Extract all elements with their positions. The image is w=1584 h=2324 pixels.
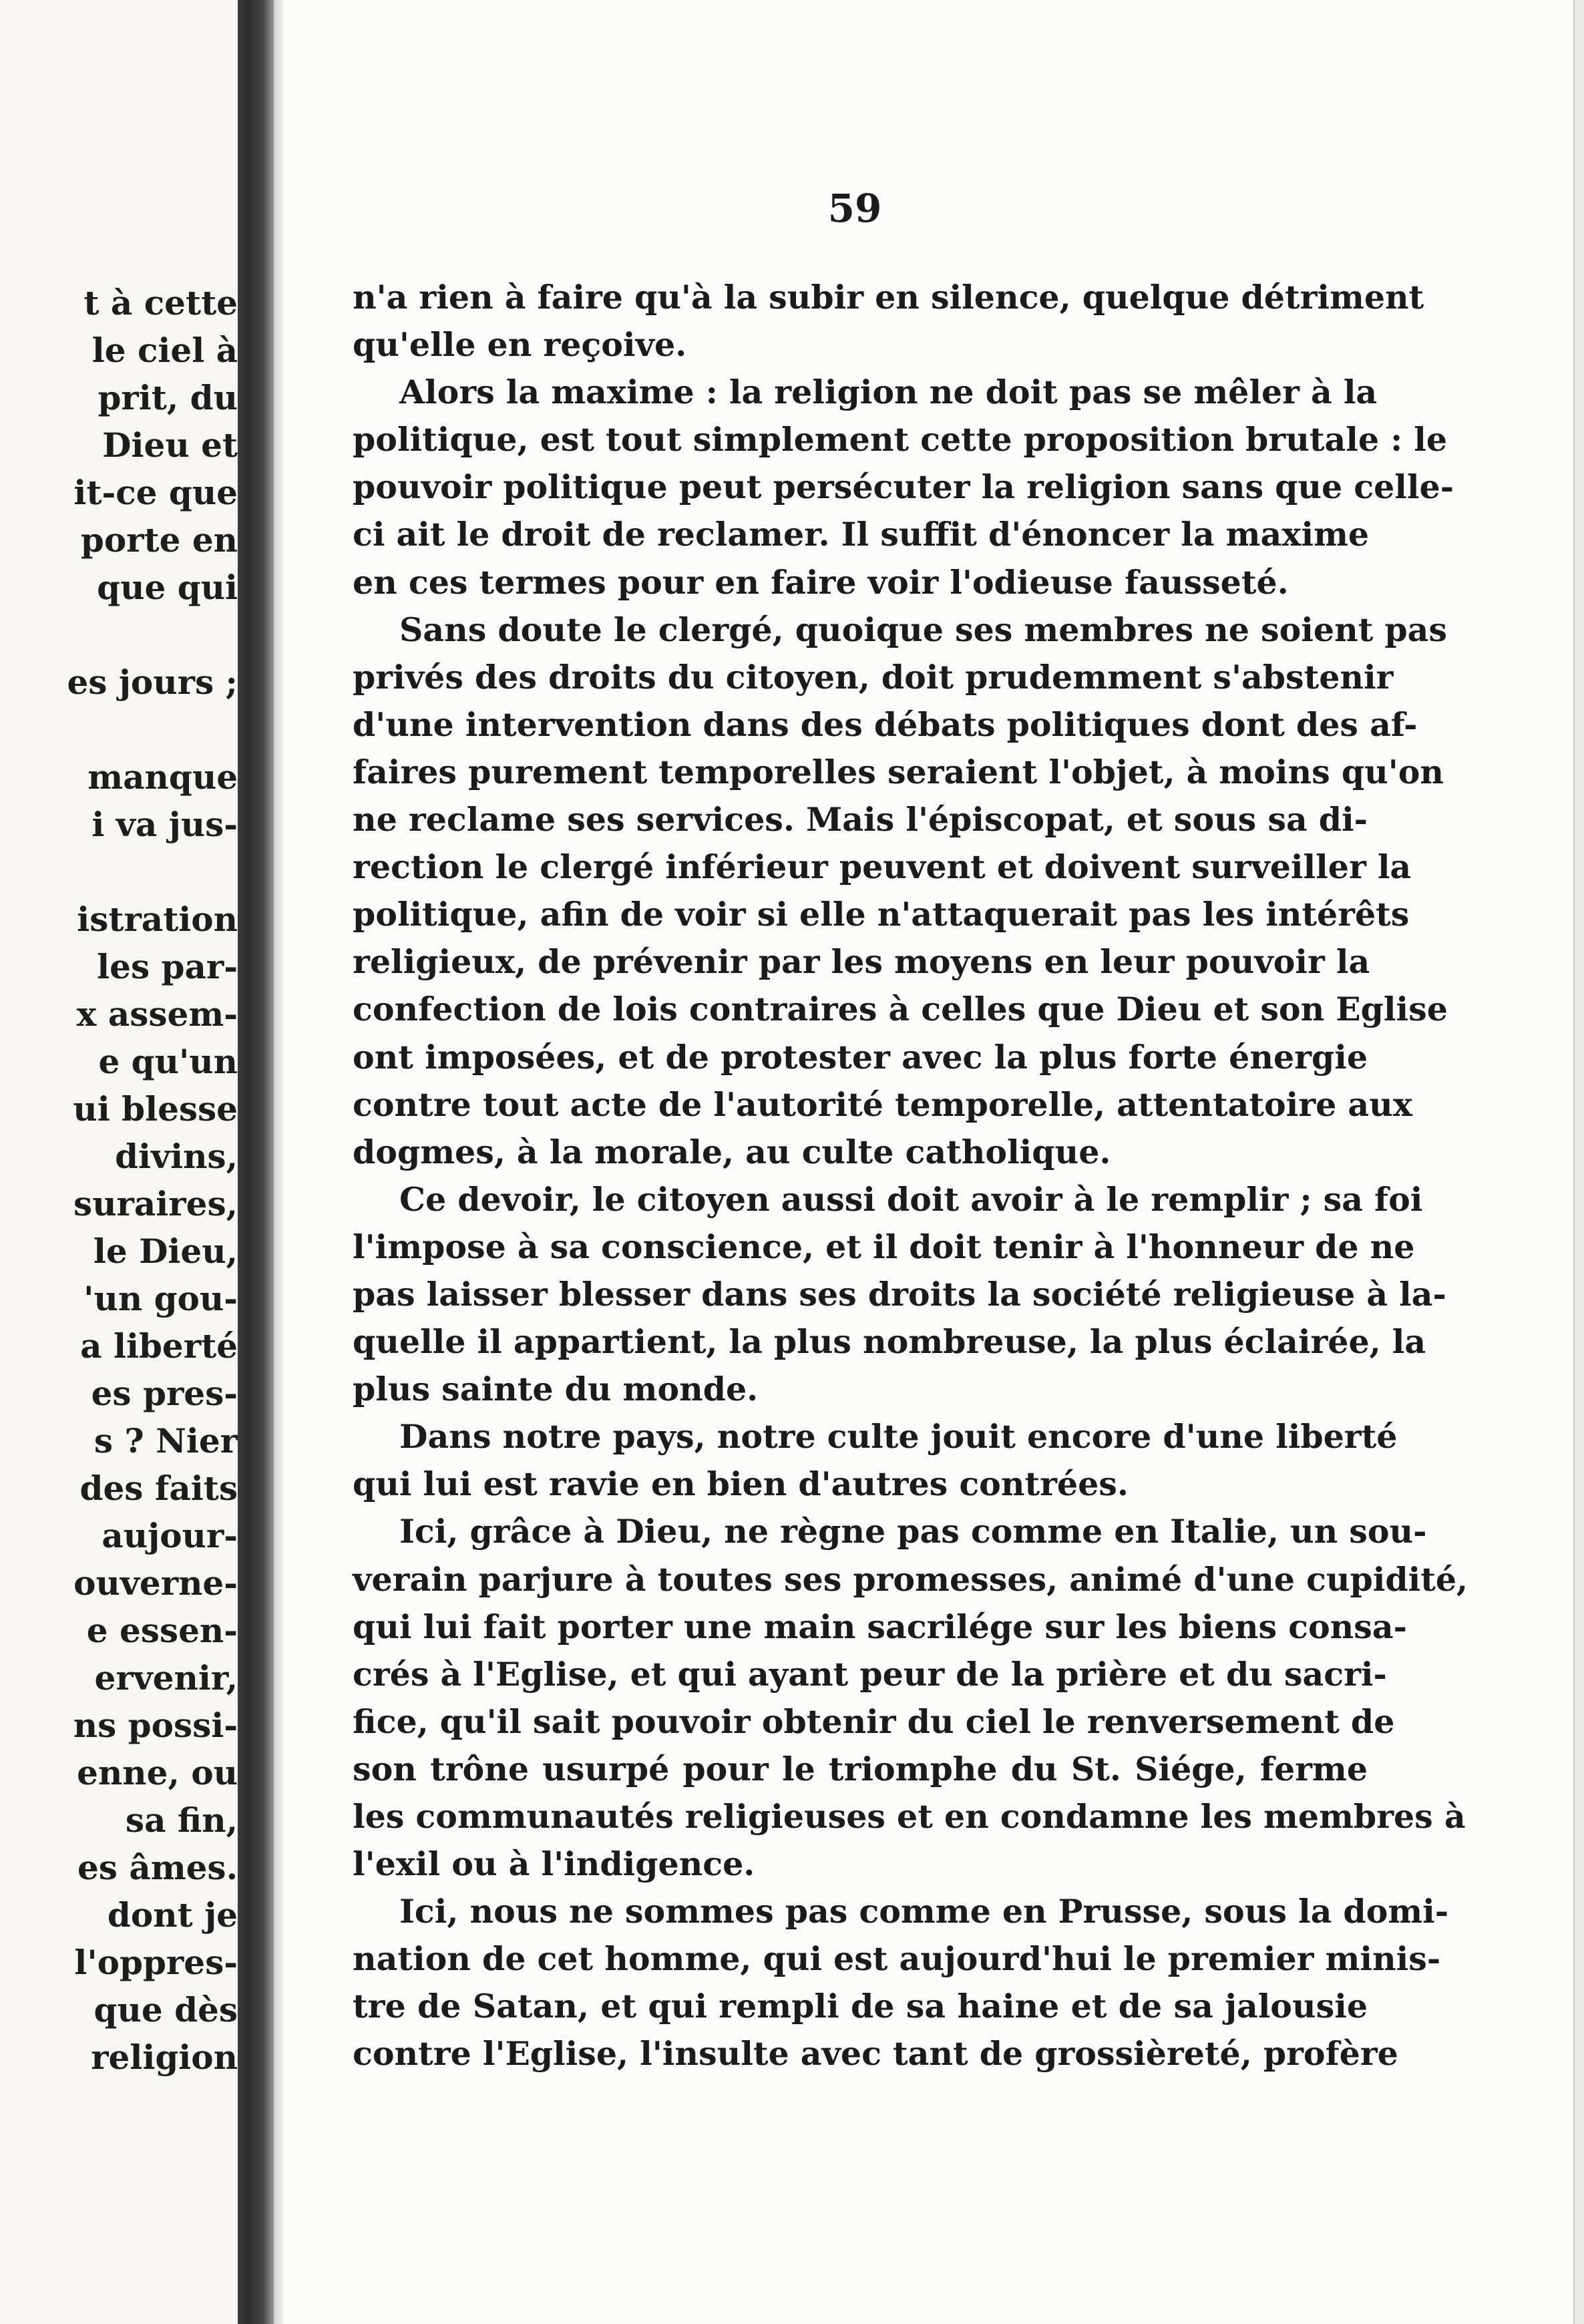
left-page-line: dont je xyxy=(107,1895,238,1935)
left-page-line: i va jus- xyxy=(91,805,238,844)
text-line: l'impose à sa conscience, et il doit tenir à l'honneur de ne xyxy=(353,1227,1415,1266)
left-page-line: Dieu et xyxy=(102,425,238,465)
text-line: pouvoir politique peut persécuter la religion sans que celle- xyxy=(353,467,1454,507)
text-line: politique, est tout simplement cette proposition brutale : le xyxy=(353,420,1448,459)
text-line: Alors la maxime : la religion ne doit pas se mêler à la xyxy=(399,373,1378,412)
left-page-line: que qui xyxy=(97,568,238,607)
text-line: privés des droits du citoyen, doit prudemment s'abstenir xyxy=(353,657,1394,697)
left-page-line: que dès xyxy=(93,1990,238,2029)
left-page-line: ui blesse xyxy=(73,1089,238,1129)
left-page-line: istration xyxy=(77,900,238,939)
left-page-line: aujour- xyxy=(102,1516,238,1555)
text-line: ne reclame ses services. Mais l'épiscopat, et sous sa di- xyxy=(353,800,1368,839)
text-line: son trône usurpé pour le triomphe du St. Siége, ferme xyxy=(353,1749,1368,1788)
left-page-line: divins, xyxy=(115,1137,238,1176)
text-line: contre tout acte de l'autorité temporelle, attentatoire aux xyxy=(353,1085,1412,1124)
left-page-line xyxy=(0,611,238,658)
left-page-line: sa fin, xyxy=(125,1800,238,1840)
left-page-line xyxy=(0,706,238,753)
left-facing-page xyxy=(0,0,240,2324)
text-line: nation de cet homme, qui est aujourd'hui le premier minis- xyxy=(353,1939,1441,1979)
left-page-line: l'oppres- xyxy=(74,1943,238,1982)
left-page-line: es pres- xyxy=(91,1374,238,1413)
text-line: Ici, nous ne sommes pas comme en Prusse, sous la domi- xyxy=(399,1892,1449,1931)
text-line: Sans doute le clergé, quoique ses membres ne soient pas xyxy=(399,610,1448,649)
left-page-line: manque xyxy=(87,757,238,797)
text-line: contre l'Eglise, l'insulte avec tant de grossièreté, profère xyxy=(353,2034,1398,2074)
text-line: fice, qu'il sait pouvoir obtenir du ciel le renversement de xyxy=(353,1702,1395,1741)
text-line: Ici, grâce à Dieu, ne règne pas comme en Italie, un sou- xyxy=(399,1512,1427,1551)
text-line: confection de lois contraires à celles que Dieu et son Eglise xyxy=(353,990,1448,1029)
left-page-line: le Dieu, xyxy=(93,1231,238,1271)
page-edge-shadow xyxy=(274,0,283,2324)
text-line: ci ait le droit de reclamer. Il suffit d'énoncer la maxime xyxy=(353,515,1370,554)
left-page-line: prit, du xyxy=(97,378,238,417)
left-page-line: suraires, xyxy=(73,1184,238,1223)
left-page-line: a liberté xyxy=(80,1326,238,1366)
text-line: les communautés religieuses et en condamne les membres à xyxy=(353,1797,1466,1836)
left-page-line: t à cette xyxy=(83,283,238,323)
text-line: plus sainte du monde. xyxy=(353,1370,759,1409)
left-page-line: es jours ; xyxy=(67,662,238,702)
text-line: politique, afin de voir si elle n'attaquerait pas les intérêts xyxy=(353,895,1410,934)
left-page-line: des faits xyxy=(79,1469,238,1508)
left-page-line: les par- xyxy=(97,947,238,986)
left-page-line: e qu'un xyxy=(98,1042,238,1081)
left-page-line xyxy=(0,848,238,896)
text-line: Dans notre pays, notre culte jouit encore d'une liberté xyxy=(399,1417,1398,1457)
text-line: d'une intervention dans des débats politiques dont des af- xyxy=(353,705,1418,744)
text-line: qui lui est ravie en bien d'autres contrées. xyxy=(353,1465,1129,1504)
left-page-line: ervenir, xyxy=(94,1658,238,1698)
left-page-line: e essen- xyxy=(86,1611,238,1650)
left-page-line: s ? Nier xyxy=(93,1421,238,1461)
left-page-line: religion xyxy=(91,2038,238,2077)
left-page-line: ouverne- xyxy=(73,1563,238,1603)
page-number: 59 xyxy=(827,186,882,231)
text-line: pas laisser blesser dans ses droits la société religieuse à la- xyxy=(353,1274,1446,1314)
left-page-line: porte en xyxy=(80,520,238,560)
text-line: crés à l'Eglise, et qui ayant peur de la prière et du sacri- xyxy=(353,1654,1387,1694)
left-page-line: 'un gou- xyxy=(83,1279,238,1318)
text-line: dogmes, à la morale, au culte catholique. xyxy=(353,1132,1111,1171)
text-line: rection le clergé inférieur peuvent et doivent surveiller la xyxy=(353,847,1412,887)
text-line: verain parjure à toutes ses promesses, animé d'une cupidité, xyxy=(353,1559,1468,1599)
text-line: l'exil ou à l'indigence. xyxy=(353,1845,755,1884)
left-page-line: le ciel à xyxy=(91,331,238,370)
text-line: tre de Satan, et qui rempli de sa haine et de sa jalousie xyxy=(353,1987,1368,2026)
text-line: religieux, de prévenir par les moyens en leur pouvoir la xyxy=(353,942,1370,982)
page-body-text xyxy=(353,274,1468,2078)
scan-right-edge xyxy=(1573,0,1584,2324)
text-line: n'a rien à faire qu'à la subir en silence, quelque détriment xyxy=(353,278,1424,317)
text-line: ont imposées, et de protester avec la plus forte énergie xyxy=(353,1037,1368,1077)
text-line: Ce devoir, le citoyen aussi doit avoir à le remplir ; sa foi xyxy=(399,1179,1423,1219)
left-page-line: es âmes. xyxy=(77,1848,238,1887)
left-page-line: enne, ou xyxy=(77,1753,238,1792)
text-line: en ces termes pour en faire voir l'odieuse fausseté. xyxy=(353,562,1289,602)
text-line: qui lui fait porter une main sacrilége sur les biens consa- xyxy=(353,1607,1407,1646)
left-page-text-column xyxy=(0,279,238,2081)
left-page-line: x assem- xyxy=(76,994,238,1034)
left-page-line: ns possi- xyxy=(73,1706,238,1745)
text-line: qu'elle en reçoive. xyxy=(353,325,687,365)
left-page-line: it-ce que xyxy=(73,473,238,512)
text-line: quelle il appartient, la plus nombreuse, la plus éclairée, la xyxy=(353,1322,1426,1362)
text-line: faires purement temporelles seraient l'objet, à moins qu'on xyxy=(353,752,1444,791)
